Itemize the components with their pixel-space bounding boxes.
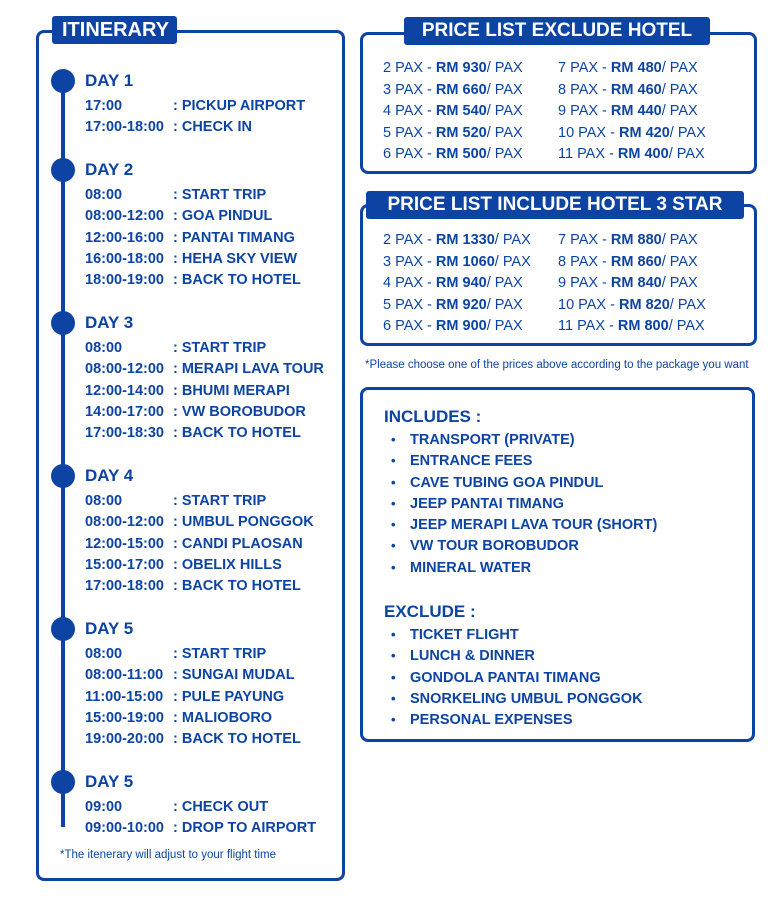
timeline-dot [51, 69, 75, 93]
price-line: 3 PAX - RM 1060/ PAX [383, 253, 531, 270]
list-item: • JEEP PANTAI TIMANG [391, 493, 657, 514]
price-line: 9 PAX - RM 440/ PAX [558, 103, 698, 119]
includes-title: INCLUDES : [384, 407, 482, 426]
schedule-activity: : CANDI PLAOSAN [173, 535, 303, 552]
timeline-dot [51, 617, 75, 641]
schedule-time: 11:00-15:00 [85, 688, 164, 705]
schedule-activity: : HEHA SKY VIEW [173, 250, 298, 267]
schedule-time: 12:00-16:00 [85, 229, 164, 246]
list-item: • MINERAL WATER [391, 557, 657, 578]
price-line: 6 PAX - RM 900/ PAX [383, 318, 523, 334]
price-include-panel [360, 204, 757, 346]
schedule-row [85, 206, 301, 227]
includes-panel [360, 387, 755, 742]
schedule-time: 12:00-15:00 [85, 535, 164, 552]
price-column-left [383, 58, 523, 166]
schedule-row [85, 512, 314, 533]
price-note: *Please choose one of the prices above according to the package you want [365, 359, 749, 371]
schedule-row [85, 228, 301, 249]
timeline-line [61, 81, 65, 827]
schedule-row [85, 644, 301, 665]
schedule-row [85, 708, 301, 729]
schedule-activity: : MERAPI LAVA TOUR [173, 361, 324, 378]
day-title: DAY 5 [85, 619, 134, 638]
schedule-activity: : DROP TO AIRPORT [173, 820, 317, 837]
timeline-dot [51, 464, 75, 488]
schedule-activity: : BACK TO HOTEL [173, 425, 301, 442]
list-item: • TRANSPORT (PRIVATE) [391, 429, 657, 450]
schedule-time: 08:00-12:00 [85, 514, 164, 531]
schedule-time: 19:00-20:00 [85, 731, 164, 748]
schedule-activity: : PULE PAYUNG [173, 688, 285, 705]
schedule-time: 08:00 [85, 187, 123, 203]
schedule-activity: : START TRIP [173, 187, 267, 203]
schedule-row [85, 687, 301, 708]
schedule-row [85, 576, 314, 597]
list-item: • JEEP MERAPI LAVA TOUR (SHORT) [391, 514, 657, 535]
timeline-dot [51, 311, 75, 335]
price-line: 2 PAX - RM 1330/ PAX [383, 232, 531, 248]
schedule-activity: : BACK TO HOTEL [173, 272, 301, 289]
price-exclude-panel [360, 32, 757, 174]
schedule-time: 16:00-18:00 [85, 250, 164, 267]
schedule-activity: : CHECK OUT [173, 799, 269, 815]
list-item: • GONDOLA PANTAI TIMANG [391, 667, 643, 688]
schedule-row [85, 797, 316, 818]
price-line: 8 PAX - RM 860/ PAX [558, 253, 698, 270]
schedule-activity: : START TRIP [173, 340, 267, 356]
list-item: • PERSONAL EXPENSES [391, 709, 643, 730]
schedule-row [85, 555, 314, 576]
schedule-activity: : BHUMI MERAPI [173, 382, 290, 399]
schedule-activity: : VW BOROBUDOR [173, 403, 306, 420]
schedule-time: 08:00-11:00 [85, 667, 164, 684]
itinerary-panel [36, 30, 345, 881]
day-title: DAY 2 [85, 160, 134, 179]
list-item: • ENTRANCE FEES [391, 450, 657, 471]
price-exclude-title: PRICE LIST EXCLUDE HOTEL [404, 17, 710, 45]
schedule-time: 08:00-12:00 [85, 208, 164, 225]
schedule-activity: : OBELIX HILLS [173, 556, 282, 573]
schedule-activity: : SUNGAI MUDAL [173, 667, 295, 684]
schedule-time: 09:00-10:00 [85, 820, 164, 837]
schedule-row [85, 729, 301, 750]
price-line: 4 PAX - RM 540/ PAX [383, 103, 523, 119]
schedule-activity: : BACK TO HOTEL [173, 578, 301, 595]
timeline-dot [51, 158, 75, 182]
schedule-time: 14:00-17:00 [85, 403, 164, 420]
schedule-time: 12:00-14:00 [85, 382, 164, 399]
schedule-row [85, 402, 324, 423]
schedule-activity: : CHECK IN [173, 119, 252, 136]
schedule-activity: : GOA PINDUL [173, 208, 273, 225]
exclude-title: EXCLUDE : [384, 602, 476, 621]
schedule-time: 17:00-18:00 [85, 119, 164, 136]
price-line: 4 PAX - RM 940/ PAX [383, 275, 523, 291]
schedule-time: 15:00-17:00 [85, 556, 164, 573]
schedule-row [85, 381, 324, 402]
exclude-list [391, 624, 643, 730]
schedule-time: 08:00-12:00 [85, 361, 164, 378]
price-column-left [383, 230, 531, 338]
list-item: • TICKET FLIGHT [391, 624, 643, 645]
price-line: 3 PAX - RM 660/ PAX [383, 81, 523, 98]
price-line: 9 PAX - RM 840/ PAX [558, 275, 698, 291]
schedule-activity: : MALIOBORO [173, 709, 273, 726]
schedule-row [85, 423, 324, 444]
day-title: DAY 1 [85, 71, 134, 90]
price-column-right [558, 230, 706, 338]
schedule-row [85, 818, 316, 839]
price-column-right [558, 58, 706, 166]
schedule-row [85, 96, 305, 117]
list-item: • VW TOUR BOROBUDOR [391, 535, 657, 556]
schedule-activity: : PANTAI TIMANG [173, 229, 295, 246]
price-line: 7 PAX - RM 480/ PAX [558, 60, 698, 76]
day-title: DAY 5 [85, 772, 134, 791]
schedule-time: 18:00-19:00 [85, 272, 164, 289]
day-title: DAY 3 [85, 313, 134, 332]
schedule-activity: : UMBUL PONGGOK [173, 514, 314, 531]
itinerary-note: *The itenerary will adjust to your flight time [60, 849, 277, 861]
schedule-activity: : BACK TO HOTEL [173, 731, 301, 748]
price-line: 10 PAX - RM 420/ PAX [558, 124, 706, 141]
schedule-time: 08:00 [85, 646, 123, 662]
price-line: 11 PAX - RM 400/ PAX [558, 146, 705, 162]
schedule-row [85, 117, 305, 138]
price-line: 7 PAX - RM 880/ PAX [558, 232, 698, 248]
schedule-time: 17:00 [85, 98, 123, 114]
price-line: 8 PAX - RM 460/ PAX [558, 81, 698, 98]
schedule-time: 08:00 [85, 340, 123, 356]
price-line: 10 PAX - RM 820/ PAX [558, 296, 706, 313]
schedule-row [85, 491, 314, 512]
day-title: DAY 4 [85, 466, 134, 485]
list-item: • LUNCH & DINNER [391, 645, 643, 666]
schedule-activity: : START TRIP [173, 646, 267, 662]
price-line: 5 PAX - RM 920/ PAX [383, 296, 523, 313]
schedule-row [85, 665, 301, 686]
schedule-time: 08:00 [85, 493, 123, 509]
price-include-title: PRICE LIST INCLUDE HOTEL 3 STAR [366, 191, 744, 219]
timeline-dot [51, 770, 75, 794]
schedule-activity: : PICKUP AIRPORT [173, 98, 306, 114]
schedule-time: 15:00-19:00 [85, 709, 164, 726]
price-line: 6 PAX - RM 500/ PAX [383, 146, 523, 162]
itinerary-title: ITINERARY [52, 16, 177, 44]
schedule-row [85, 249, 301, 270]
list-item: • CAVE TUBING GOA PINDUL [391, 472, 657, 493]
list-item: • SNORKELING UMBUL PONGGOK [391, 688, 643, 709]
schedule-row [85, 338, 324, 359]
schedule-row [85, 270, 301, 291]
schedule-time: 17:00-18:30 [85, 425, 164, 442]
schedule-row [85, 534, 314, 555]
price-line: 2 PAX - RM 930/ PAX [383, 60, 523, 76]
schedule-row [85, 359, 324, 380]
schedule-activity: : START TRIP [173, 493, 267, 509]
schedule-time: 09:00 [85, 799, 123, 815]
includes-list [391, 429, 657, 578]
schedule-time: 17:00-18:00 [85, 578, 164, 595]
schedule-row [85, 185, 301, 206]
price-line: 11 PAX - RM 800/ PAX [558, 318, 705, 334]
price-line: 5 PAX - RM 520/ PAX [383, 124, 523, 141]
